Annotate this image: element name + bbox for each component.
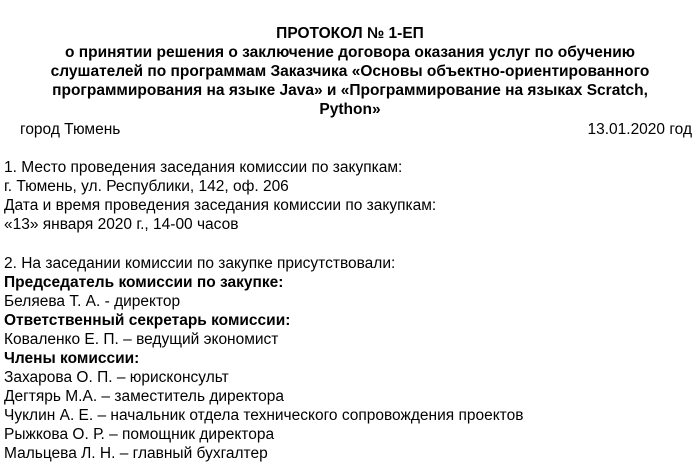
chair-name: Беляева Т. А. - директор: [4, 293, 181, 310]
protocol-subtitle-line: программирования на языке Java» и «Программирование на языках Scratch,: [52, 82, 648, 99]
protocol-title: ПРОТОКОЛ № 1-ЕП: [276, 25, 424, 42]
member-item: Захарова О. П. – юрисконсульт: [4, 369, 229, 386]
member-item: Дегтярь М.А. – заместитель директора: [4, 388, 285, 405]
protocol-subtitle-line: слушателей по программам Заказчика «Основы объектно-ориентированного: [50, 63, 650, 80]
section-2: [4, 254, 694, 463]
section1-line: «13» января 2020 г., 14-00 часов: [4, 216, 239, 233]
member-item: Чуклин А. Е. – начальник отдела технического сопровождения проектов: [4, 407, 524, 424]
chair-heading: Председатель комиссии по закупке:: [4, 274, 284, 291]
members-heading: Члены комиссии:: [4, 350, 140, 367]
city-text: город Тюмень: [20, 121, 121, 138]
section1-line: г. Тюмень, ул. Республики, 142, оф. 206: [4, 178, 289, 195]
secretary-name: Коваленко Е. П. – ведущий экономист: [4, 331, 279, 348]
section1-line: Дата и время проведения заседания комиссии по закупкам:: [4, 197, 437, 214]
date-text: 13.01.2020 год: [587, 121, 692, 138]
section-1: [4, 158, 694, 234]
secretary-heading: Ответственный секретарь комиссии:: [4, 312, 291, 329]
section2-intro: 2. На заседании комиссии по закупке присутствовали:: [4, 255, 396, 272]
protocol-subtitle-line: Python»: [319, 101, 381, 118]
member-item: Рыжкова О. Р. – помощник директора: [4, 426, 275, 443]
document-title-block: [0, 24, 700, 119]
protocol-subtitle-line: о принятии решения о заключение договора оказания услуг по обучению: [65, 44, 635, 61]
member-item: Мальцева Л. Н. – главный бухгалтер: [4, 445, 268, 462]
section1-line: 1. Место проведения заседания комиссии по закупкам:: [4, 159, 403, 176]
